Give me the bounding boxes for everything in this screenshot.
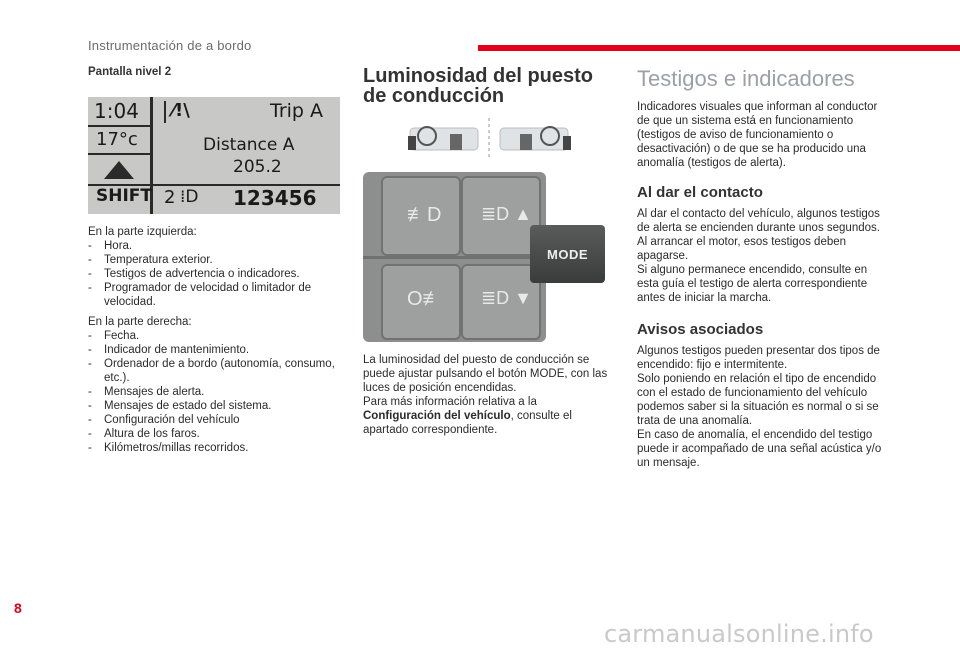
display-caption: Pantalla nivel 2 <box>88 66 172 78</box>
list-item: - Mensajes de alerta. <box>88 385 348 399</box>
ignition-para3: Si alguno permanece encendido, consulte en esta guía el testigo de alerta correspondiente antes de iniciar la marcha. <box>637 264 868 304</box>
headlamp-height-down-button[interactable] <box>461 264 541 340</box>
config-link[interactable]: Configuración del vehículo <box>363 410 511 422</box>
indicators-intro: Indicadores visuales que informan al conductor de que un sistema está en funcionamiento (testigos de aviso de funcionamiento o desactivación) o de que se ha producido una anomalía (testigos de alerta). <box>637 101 878 169</box>
headlamp-up-icon: ≣D ▲ <box>481 204 532 224</box>
display-odometer: 123456 <box>233 186 317 210</box>
display-temperature: 17°c <box>96 129 138 150</box>
display-description <box>88 225 348 461</box>
left-part-intro: En la parte izquierda: <box>88 226 197 238</box>
list-item: - Temperatura exterior. <box>88 253 348 267</box>
list-item: - Altura de los faros. <box>88 427 348 441</box>
headlamp-level-icon: ⁞D <box>180 187 199 207</box>
front-fog-lamp-button[interactable] <box>381 176 461 256</box>
display-distance-value: 205.2 <box>233 157 282 177</box>
rear-fog-lamp-button[interactable] <box>381 264 461 340</box>
warnings-para2: Solo poniendo en relación el tipo de encendido con el estado de funcionamiento del vehículo podemos saber si la situación es normal o si se trata de una anomalía. <box>637 373 879 427</box>
list-item: - Programador de velocidad o limitador de velocidad. <box>88 281 348 309</box>
display-distance-label: Distance A <box>203 135 295 155</box>
left-column <box>88 66 348 78</box>
shift-up-triangle-icon <box>102 159 136 181</box>
indicators-heading: Testigos e indicadores <box>637 66 855 91</box>
headlamp-height-up-button[interactable] <box>461 176 541 256</box>
list-item: - Indicador de mantenimiento. <box>88 343 348 357</box>
list-item: - Ordenador de a bordo (autonomía, consumo, etc.). <box>88 357 348 385</box>
left-part-list <box>88 239 348 309</box>
list-item: - Configuración del vehículo <box>88 413 348 427</box>
display-time: 1:04 <box>94 99 139 123</box>
section-title: Instrumentación de a bordo <box>88 38 252 53</box>
right-part-intro: En la parte derecha: <box>88 316 192 328</box>
list-item: - Mensajes de estado del sistema. <box>88 399 348 413</box>
mode-button[interactable]: MODE <box>530 225 605 283</box>
service-warning-icon: ⁄!\ <box>172 100 190 121</box>
list-item: - Kilómetros/millas recorridos. <box>88 441 348 455</box>
front-fog-lamp-icon: ≢D <box>407 204 442 226</box>
warnings-subheading: Avisos asociados <box>637 321 764 338</box>
instrument-display <box>88 97 340 214</box>
luminosity-para2: Para más información relativa a la Configuración del vehículo, consulte el apartado correspondiente. <box>363 396 572 436</box>
right-part-list <box>88 329 348 455</box>
switch-panel <box>363 172 546 342</box>
ignition-para1: Al dar el contacto del vehículo, algunos testigos de alerta se encienden durante unos segundos. <box>637 208 880 234</box>
luminosity-heading: Luminosidad del puesto de conducción <box>363 65 594 107</box>
rear-fog-lamp-icon: O≢ <box>407 288 443 310</box>
display-gear: 2 <box>164 187 176 208</box>
display-shift: SHIFT <box>96 186 153 206</box>
headlamp-down-icon: ≣D ▼ <box>481 288 532 308</box>
dashboard-lighting-illustration <box>405 118 580 160</box>
middle-column <box>363 66 615 106</box>
watermark: carmanualsonline.info <box>604 620 874 648</box>
ignition-subheading: Al dar el contacto <box>637 184 763 201</box>
warnings-para1: Algunos testigos pueden presentar dos tipos de encendido: fijo e intermitente. <box>637 345 880 371</box>
luminosity-text <box>363 353 615 441</box>
ignition-para2: Al arrancar el motor, esos testigos deben apagarse. <box>637 236 847 262</box>
list-item: - Fecha. <box>88 329 348 343</box>
right-column <box>637 66 887 474</box>
list-item: - Testigos de advertencia o indicadores. <box>88 267 348 281</box>
list-item: - Hora. <box>88 239 348 253</box>
display-trip: Trip A <box>270 100 324 122</box>
luminosity-para1: La luminosidad del puesto de conducción se puede ajustar pulsando el botón MODE, con las luces de posición encendidas. <box>363 354 608 394</box>
page-number: 8 <box>14 600 22 616</box>
header-accent-bar <box>478 45 960 51</box>
warnings-para3: En caso de anomalía, el encendido del testigo puede ir acompañado de una señal acústica y/o un mensaje. <box>637 429 882 469</box>
